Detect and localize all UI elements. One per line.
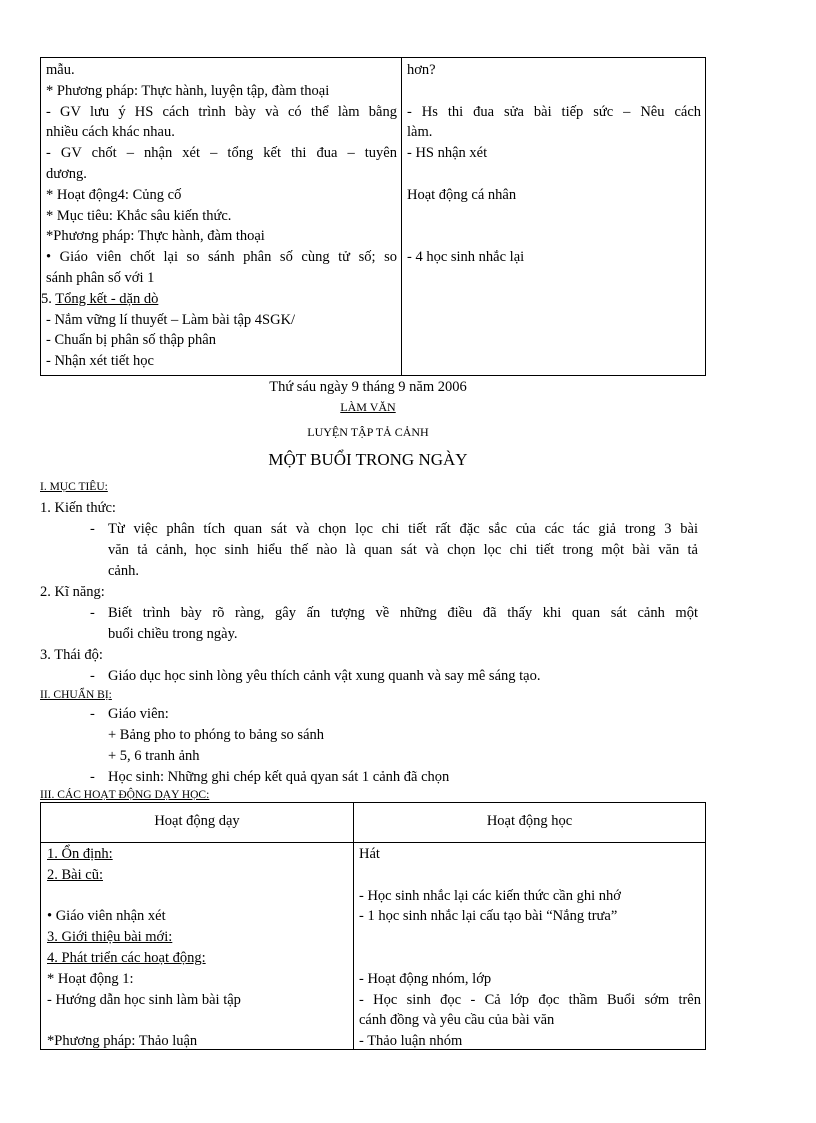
teacher-prep-item: + 5, 6 tranh ảnh (108, 748, 200, 764)
summary-heading-text: 5. Tổng kết - dặn dò (41, 290, 159, 307)
table-header-row (41, 803, 705, 843)
lesson-title: MỘT BUỔI TRONG NGÀY (268, 450, 468, 469)
step-heading: 4. Phát triển các hoạt động: (47, 949, 206, 966)
table-text: sánh phân số với 1 (46, 269, 155, 286)
table-text: cánh đồng và yêu cầu của bài văn (359, 1012, 555, 1029)
table-text: Hoạt động cá nhân (407, 186, 517, 203)
knowledge-text: cảnh. (108, 563, 139, 579)
table-text: - 1 học sinh nhắc lại cấu tạo bài “Nắng trưa” (359, 908, 618, 925)
table-text: mẫu. (46, 62, 75, 78)
table-text: *Phương pháp: Thảo luận (47, 1033, 198, 1050)
table-text: - Nắm vững lí thuyết – Làm bài tập 4SGK/ (46, 311, 296, 328)
table-text: *Phương pháp: Thực hành, đàm thoại (46, 228, 265, 245)
table-text: * Hoạt động 1: (47, 970, 134, 987)
table-text: hơn? (407, 62, 436, 78)
table-text: * Hoạt động4: Củng cố (46, 186, 182, 203)
teacher-activity-column (41, 58, 402, 375)
table-text: * Mục tiêu: Khắc sâu kiến thức. (46, 207, 232, 224)
step-heading: 2. Bài cũ: (47, 866, 103, 883)
table-text: - Học sinh đọc - Cả lớp đọc thầm Buổi sớm trên (359, 991, 701, 1008)
table-text (47, 948, 347, 969)
table-text: Hát (359, 846, 380, 862)
teacher-prep-label: Giáo viên: (108, 706, 169, 722)
student-activity-column (402, 58, 705, 375)
bullet-dash: - (90, 769, 95, 785)
table-text: • Giáo viên nhận xét (47, 908, 166, 925)
table-text: - GV lưu ý HS cách trình bày và có thể làm bằng (46, 103, 397, 120)
table-text (47, 865, 347, 886)
bullet-dash: - (90, 668, 95, 684)
table-text: - HS nhận xét (407, 145, 488, 162)
table-text: dương. (46, 165, 87, 182)
lesson-table-continued (40, 57, 706, 376)
step-heading: 1. Ổn định: (47, 846, 113, 862)
subject-heading: LÀM VĂN (340, 400, 396, 414)
table-text: - Nhận xét tiết học (46, 353, 154, 370)
section-activities-title: III. CÁC HOẠT ĐỘNG DẠY HỌC: (40, 789, 210, 801)
skills-title: 2. Kĩ năng: (40, 584, 105, 600)
skills-text: Biết trình bày rõ ràng, gây ấn tượng về những điều đã thấy khi quan sát cảnh một (108, 605, 698, 621)
table-text: • Giáo viên chốt lại so sánh phân số cùng tử số; so (46, 249, 397, 266)
table-text: nhiều cách khác nhau. (46, 124, 175, 141)
table-text: - 4 học sinh nhắc lại (407, 249, 525, 266)
table-text: * Phương pháp: Thực hành, luyện tập, đàm thoại (46, 82, 330, 99)
bullet-dash: - (90, 605, 95, 621)
activities-table (40, 802, 706, 1050)
attitude-title: 3. Thái độ: (40, 647, 103, 663)
knowledge-text: Từ việc phân tích quan sát và chọn lọc chi tiết rất đặc sắc của các tác giả trong 3 bài (108, 521, 698, 537)
table-text: - GV chốt – nhận xét – tổng kết thi đua – tuyên (46, 145, 397, 162)
table-text (47, 844, 347, 865)
knowledge-text: văn tả cảnh, học sinh hiểu thế nào là quan sát và chọn lọc chi tiết trong một bài văn tả (108, 542, 698, 558)
section-objectives-title: I. MỤC TIÊU: (40, 481, 108, 493)
table-text: - Hướng dẫn học sinh làm bài tập (47, 991, 241, 1008)
step-heading: 3. Giới thiệu bài mới: (47, 929, 173, 946)
col-header-teaching: Hoạt động dạy (154, 813, 240, 829)
table-text: làm. (407, 124, 433, 141)
teacher-prep-item: + Bảng pho to phóng to bảng so sánh (108, 727, 324, 743)
column-divider (353, 803, 354, 1049)
table-text: - Chuẩn bị phân số thập phân (46, 332, 216, 349)
bullet-dash: - (90, 706, 95, 722)
table-text: - Thảo luận nhóm (359, 1033, 463, 1050)
section-preparation-title: II. CHUẨN BỊ: (40, 689, 112, 701)
table-text: - Hs thi đua sửa bài tiếp sức – Nêu cách (407, 103, 701, 120)
knowledge-title: 1. Kiến thức: (40, 500, 116, 516)
table-text (47, 927, 347, 948)
table-text: - Học sinh nhắc lại các kiến thức cần ghi nhớ (359, 887, 621, 904)
summary-heading (41, 289, 397, 310)
lesson-date: Thứ sáu ngày 9 tháng 9 năm 2006 (269, 379, 467, 395)
learning-cell (359, 844, 701, 1052)
table-text: - Hoạt động nhóm, lớp (359, 970, 492, 987)
col-header-learning: Hoạt động học (486, 813, 573, 829)
student-prep-text: Học sinh: Những ghi chép kết quả qyan sát 1 cảnh đã chọn (108, 769, 450, 785)
attitude-text: Giáo dục học sinh lòng yêu thích cảnh vật xung quanh và say mê sáng tạo. (108, 668, 541, 684)
bullet-dash: - (90, 521, 95, 537)
skills-text: buổi chiều trong ngày. (108, 626, 238, 642)
lesson-heading: LUYỆN TẬP TẢ CẢNH (307, 425, 429, 439)
teaching-cell (47, 844, 347, 1052)
